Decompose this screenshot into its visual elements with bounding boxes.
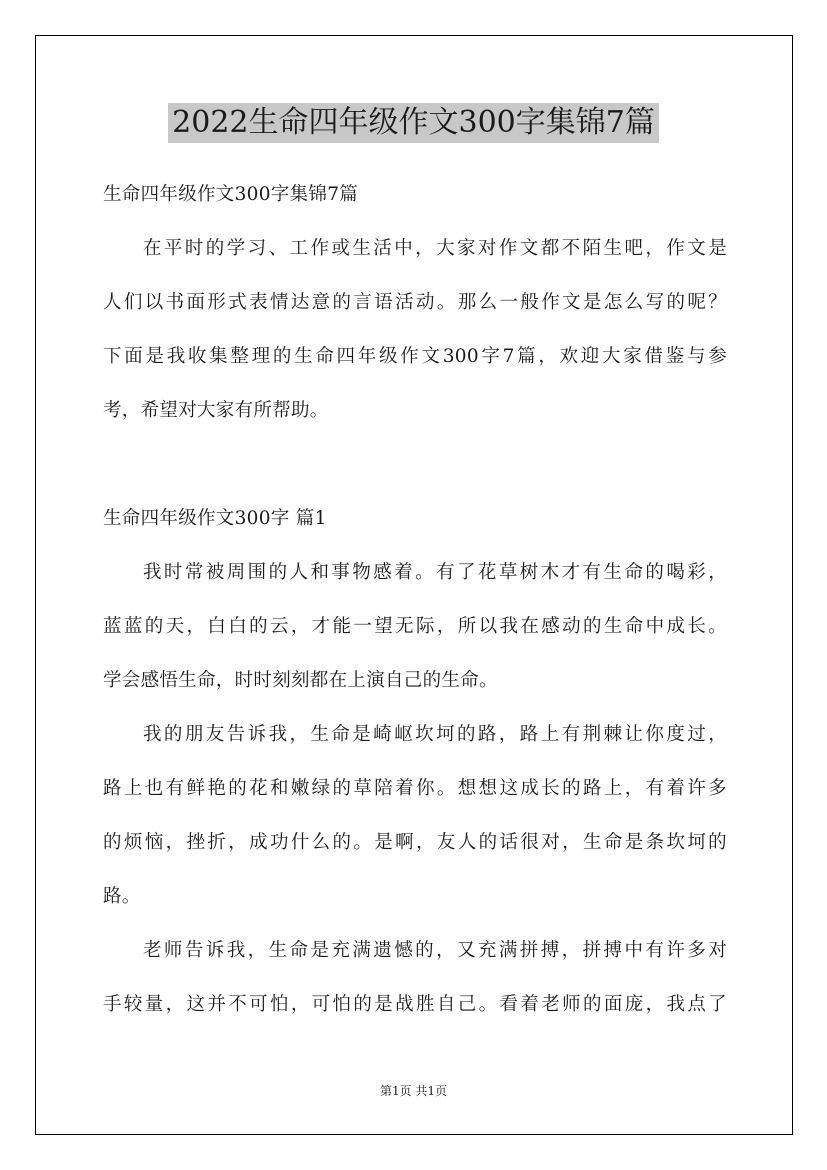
page-footer: 第1页 共1页: [379, 1084, 448, 1098]
intro-line-3: 下面是我收集整理的生命四年级作文300字7篇，欢迎大家借鉴与参: [103, 346, 727, 367]
intro-line-1: 在平时的学习、工作或生活中，大家对作文都不陌生吧，作文是: [143, 238, 727, 259]
paragraph2-line-3: 的烦恼，挫折，成功什么的。是啊，友人的话很对，生命是条坎坷的: [103, 832, 727, 853]
intro-line-4: 考，希望对大家有所帮助。: [103, 400, 329, 421]
intro-line-2: 人们以书面形式表情达意的言语活动。那么一般作文是怎么写的呢？: [103, 292, 727, 313]
subtitle: 生命四年级作文300字集锦7篇: [103, 184, 359, 205]
paragraph2-line-4: 路。: [103, 886, 141, 907]
paragraph1-line-1: 我时常被周围的人和事物感着。有了花草树木才有生命的喝彩，: [143, 562, 727, 583]
document-title: 2022生命四年级作文300字集锦7篇: [168, 103, 659, 143]
paragraph1-line-2: 蓝蓝的天，白白的云，才能一望无际，所以我在感动的生命中成长。: [103, 616, 727, 637]
paragraph2-line-1: 我的朋友告诉我，生命是崎岖坎坷的路，路上有荆棘让你度过，: [143, 724, 727, 745]
paragraph1-line-3: 学会感悟生命，时时刻刻都在上演自己的生命。: [103, 670, 498, 691]
paragraph2-line-2: 路上也有鲜艳的花和嫩绿的草陪着你。想想这成长的路上，有着许多: [103, 778, 727, 799]
paragraph3-line-2: 手较量，这并不可怕，可怕的是战胜自己。看着老师的面庞，我点了: [103, 994, 727, 1015]
title-container: [0, 103, 827, 143]
paragraph3-line-1: 老师告诉我，生命是充满遗憾的，又充满拼搏，拼搏中有许多对: [143, 940, 727, 961]
section-heading: 生命四年级作文300字 篇1: [103, 508, 327, 529]
